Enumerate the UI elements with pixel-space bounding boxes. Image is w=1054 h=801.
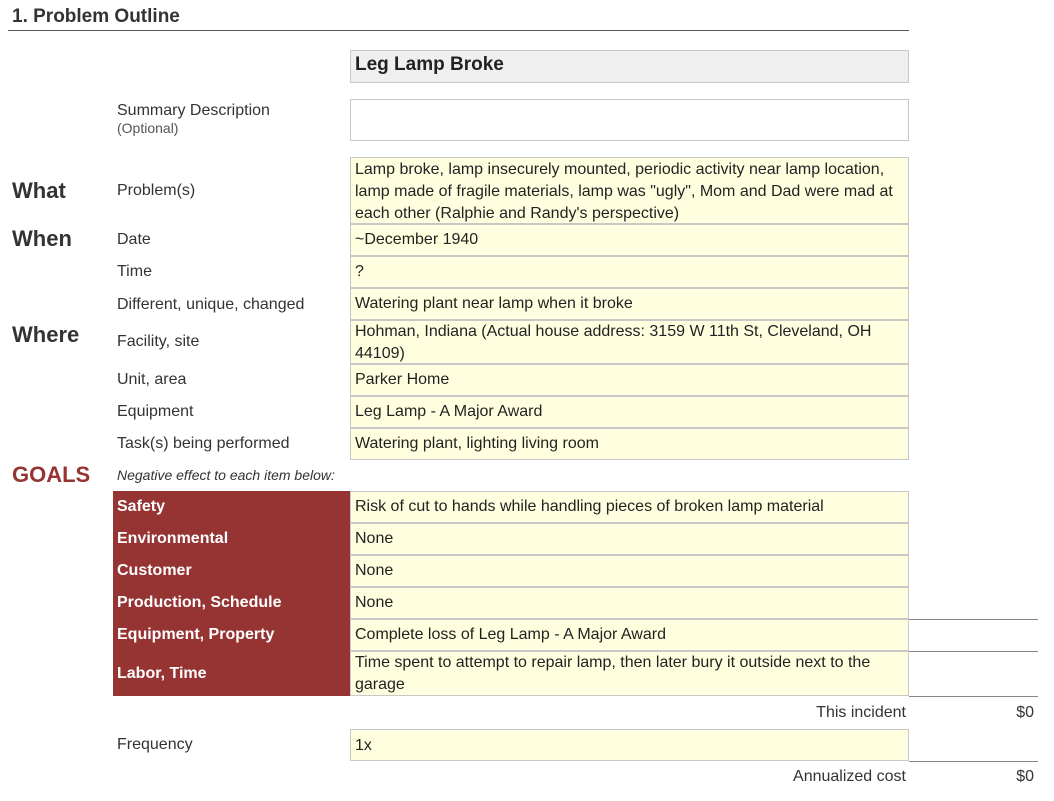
date-field[interactable]: ~December 1940	[350, 224, 909, 256]
different-field[interactable]: Watering plant near lamp when it broke	[350, 288, 909, 320]
goal-environmental-label: Environmental	[113, 523, 350, 555]
section-header: 1. Problem Outline	[12, 6, 180, 27]
facility-label: Facility, site	[117, 333, 200, 350]
cost-rule	[909, 696, 1038, 697]
goal-safety-field[interactable]: Risk of cut to hands while handling pieces of broken lamp material	[350, 491, 909, 523]
time-field[interactable]: ?	[350, 256, 909, 288]
unit-label: Unit, area	[117, 371, 187, 388]
goal-labor-field[interactable]: Time spent to attempt to repair lamp, then later bury it outside next to the garage	[350, 651, 909, 696]
annualized-cost-label: Annualized cost	[793, 768, 906, 785]
this-incident-label: This incident	[816, 704, 906, 721]
goal-safety-label: Safety	[113, 491, 350, 523]
goal-equipment-property-field[interactable]: Complete loss of Leg Lamp - A Major Award	[350, 619, 909, 651]
goal-customer-field[interactable]: None	[350, 555, 909, 587]
summary-label: Summary Description	[117, 102, 270, 119]
goal-labor-label: Labor, Time	[113, 651, 350, 696]
tasks-field[interactable]: Watering plant, lighting living room	[350, 428, 909, 460]
when-section-label: When	[12, 226, 72, 251]
tasks-label: Task(s) being performed	[117, 435, 290, 452]
problem-title-field[interactable]: Leg Lamp Broke	[350, 50, 909, 83]
goal-production-field[interactable]: None	[350, 587, 909, 619]
cost-rule	[909, 651, 1038, 652]
time-label: Time	[117, 263, 152, 280]
what-section-label: What	[12, 178, 66, 203]
goals-hint: Negative effect to each item below:	[117, 467, 335, 483]
cost-rule	[909, 619, 1038, 620]
problems-field[interactable]: Lamp broke, lamp insecurely mounted, periodic activity near lamp location, lamp made of fragile materials, lamp was "ugly", Mom and Dad were mad at each other (Ralphie and Randy's perspective)	[350, 157, 909, 224]
goals-section-label: GOALS	[12, 462, 91, 487]
facility-field[interactable]: Hohman, Indiana (Actual house address: 3159 W 11th St, Cleveland, OH 44109)	[350, 320, 909, 364]
this-incident-value: $0	[1016, 704, 1034, 721]
goal-environmental-field[interactable]: None	[350, 523, 909, 555]
goal-production-label: Production, Schedule	[113, 587, 350, 619]
frequency-label: Frequency	[117, 736, 193, 753]
cost-rule	[909, 761, 1038, 762]
annualized-cost-value: $0	[1016, 768, 1034, 785]
optional-note: (Optional)	[117, 120, 179, 136]
problems-label: Problem(s)	[117, 182, 196, 199]
goal-customer-label: Customer	[113, 555, 350, 587]
frequency-field[interactable]: 1x	[350, 729, 909, 761]
where-section-label: Where	[12, 322, 80, 347]
summary-label-block	[117, 102, 270, 136]
header-divider	[8, 30, 909, 31]
goal-equipment-property-label: Equipment, Property	[113, 619, 350, 651]
different-label: Different, unique, changed	[117, 296, 305, 313]
date-label: Date	[117, 231, 151, 248]
unit-field[interactable]: Parker Home	[350, 364, 909, 396]
summary-description-input[interactable]	[350, 99, 909, 141]
equipment-field[interactable]: Leg Lamp - A Major Award	[350, 396, 909, 428]
equipment-label: Equipment	[117, 403, 194, 420]
